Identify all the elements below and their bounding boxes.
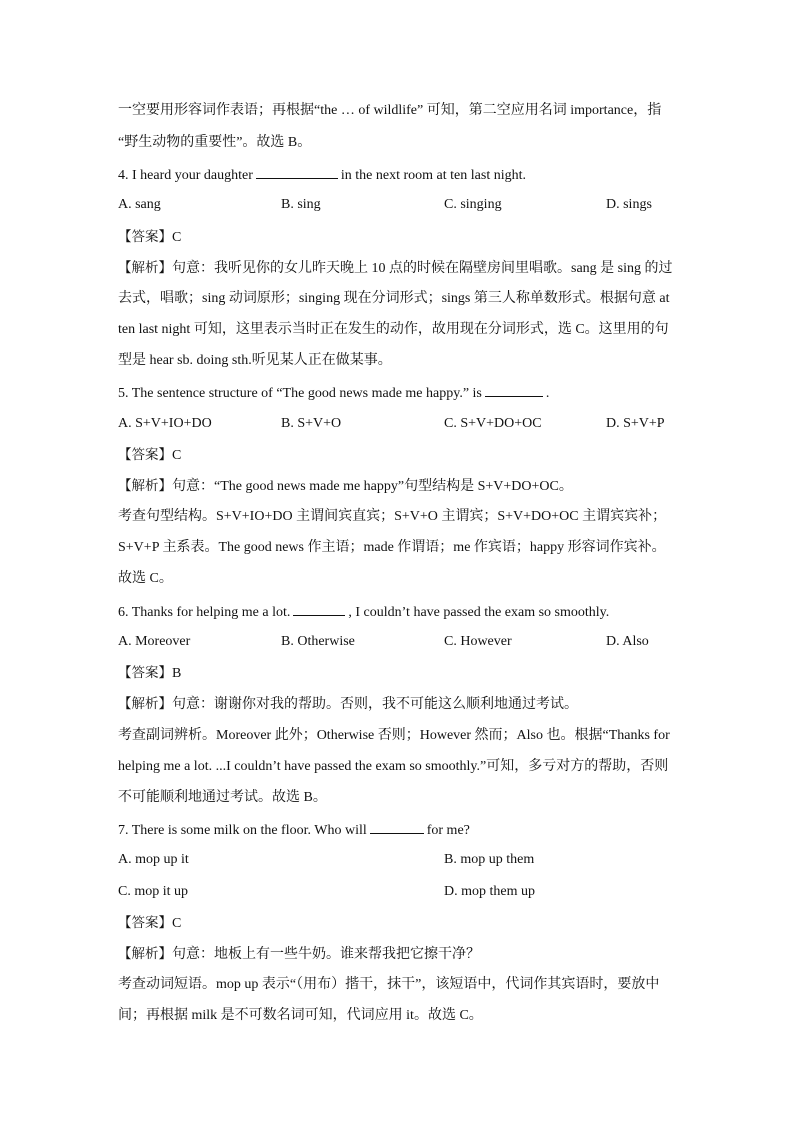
stem-before: 5. The sentence structure of “The good news made me happy.” is (118, 386, 482, 401)
option-b: B. sing (281, 197, 321, 212)
analysis-line: helping me a lot. ...I couldn’t have passed the exam so smoothly.”可知，多亏对方的帮助，否则 (118, 759, 669, 774)
analysis-line: S+V+P 主系表。The good news 作主语；made 作谓语；me 作宾语；happy 形容词作宾补。 (118, 540, 666, 555)
analysis-line (118, 694, 674, 714)
analysis-text: 句意：我听见你的女儿昨天晚上 10 点的时候在隔壁房间里唱歌。sang 是 sing 的过 (172, 261, 673, 276)
stem-before: 6. Thanks for helping me a lot. (118, 605, 291, 620)
analysis-text: 句意：地板上有一些牛奶。谁来帮我把它擦干净？ (172, 947, 480, 962)
question-7-options-row2 (118, 882, 674, 902)
intro-line: 一空要用形容词作表语；再根据“the … of wildlife” 可知，第二空应用名词 importance，指 (118, 103, 662, 118)
analysis-line: 考查副词辨析。Moreover 此外；Otherwise 否则；However 然而；Also 也。根据“Thanks for (118, 728, 670, 743)
question-6-options (118, 632, 674, 652)
analysis-line: 去式，唱歌；sing 动词原形；singing 现在分词形式；sings 第三人称单数形式。根据句意 at (118, 291, 670, 306)
analysis-line (118, 476, 674, 496)
analysis-label: 【解析】 (118, 478, 172, 494)
analysis-label: 【解析】 (118, 946, 172, 962)
option-d: D. Also (606, 634, 649, 649)
analysis-line (118, 944, 674, 964)
analysis-line: ten last night 可知，这里表示当时正在发生的动作，故用现在分词形式，选 C。这里用的句 (118, 322, 669, 337)
option-d: D. mop them up (444, 884, 535, 899)
answer-value: C (172, 916, 182, 931)
analysis-text: 句意：“The good news made me happy”句型结构是 S+V+DO+OC。 (172, 479, 573, 494)
answer-blank (256, 164, 338, 179)
answer-value: C (172, 448, 182, 463)
analysis-line: 故选 C。 (118, 571, 173, 586)
answer-blank (485, 382, 543, 397)
answer-label: 【答案】 (118, 665, 172, 681)
analysis-text: 句意：谢谢你对我的帮助。否则，我不可能这么顺利地通过考试。 (172, 697, 578, 712)
stem-after: . (545, 386, 550, 401)
analysis-line: 考查句型结构。S+V+IO+DO 主谓间宾直宾；S+V+O 主谓宾；S+V+DO+OC 主谓宾宾补； (118, 509, 667, 524)
question-7-stem (118, 819, 674, 839)
analysis-label: 【解析】 (118, 696, 172, 712)
question-5-stem (118, 382, 674, 402)
intro-line: “野生动物的重要性”。故选 B。 (118, 135, 312, 150)
analysis-label: 【解析】 (118, 260, 172, 276)
analysis-line: 间；再根据 milk 是不可数名词可知，代词应用 it。故选 C。 (118, 1008, 483, 1023)
question-4-answer (118, 227, 674, 247)
option-a: A. mop up it (118, 852, 189, 867)
answer-value: C (172, 230, 182, 245)
option-b: B. mop up them (444, 852, 535, 867)
answer-blank (293, 601, 345, 616)
analysis-line (118, 258, 674, 278)
analysis-line: 型是 hear sb. doing sth.听见某人正在做某事。 (118, 353, 392, 368)
question-5-answer (118, 445, 674, 465)
answer-label: 【答案】 (118, 447, 172, 463)
option-b: B. Otherwise (281, 634, 355, 649)
answer-label: 【答案】 (118, 915, 172, 931)
stem-before: 4. I heard your daughter (118, 168, 253, 183)
option-a: A. S+V+IO+DO (118, 416, 212, 431)
answer-blank (370, 819, 424, 834)
option-c: C. However (444, 634, 512, 649)
option-d: D. sings (606, 197, 652, 212)
stem-before: 7. There is some milk on the floor. Who will (118, 823, 367, 838)
option-c: C. S+V+DO+OC (444, 416, 542, 431)
option-a: A. sang (118, 197, 161, 212)
option-c: C. mop it up (118, 884, 189, 899)
answer-value: B (172, 666, 182, 681)
option-b: B. S+V+O (281, 416, 342, 431)
question-4-stem (118, 164, 674, 184)
question-7-answer (118, 913, 674, 933)
question-6-stem (118, 601, 674, 621)
answer-label: 【答案】 (118, 229, 172, 245)
stem-after: , I couldn’t have passed the exam so smoothly. (348, 605, 610, 620)
question-7-options-row1 (118, 850, 674, 870)
question-5-options (118, 414, 674, 434)
question-4-options (118, 195, 674, 215)
option-c: C. singing (444, 197, 502, 212)
analysis-line: 考查动词短语。mop up 表示“（用布）揩干，抹干”，该短语中，代词作其宾语时，要放中 (118, 977, 660, 992)
stem-after: in the next room at ten last night. (340, 168, 526, 183)
stem-after: for me? (426, 823, 470, 838)
option-d: D. S+V+P (606, 416, 665, 431)
question-6-answer (118, 663, 674, 683)
analysis-line: 不可能顺利地通过考试。故选 B。 (118, 790, 327, 805)
option-a: A. Moreover (118, 634, 191, 649)
